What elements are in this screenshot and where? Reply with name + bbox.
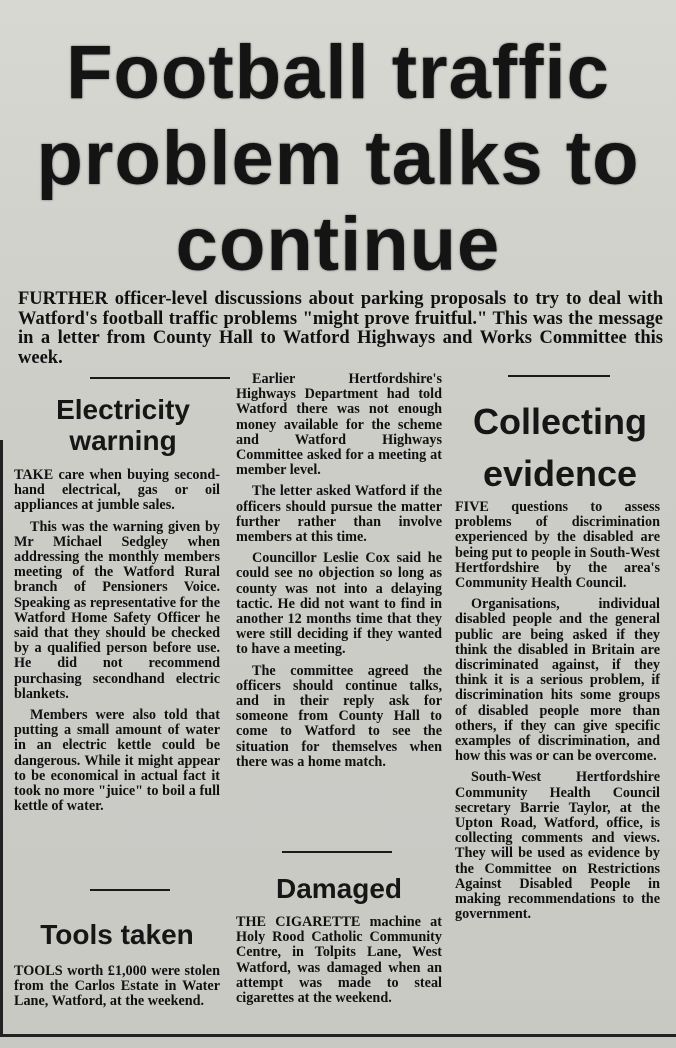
evidence-paragraph: Organisations, individual disabled people and the general public are being asked if they think the disabled in Britain are discriminated against, if they think it is a serious problem, if discrimination hits some groups of disabled people more than others, if they can give specific examples of discrimination, and how this was or can be overcome.	[455, 596, 660, 765]
football-paragraph: The letter asked Watford if the officers should pursue the matter further rather than involve members at this time.	[236, 483, 442, 546]
divider-rule	[508, 375, 610, 377]
intro-paragraph: FURTHER officer-level discussions about parking proposals to try to deal with Watford's football traffic problems "might prove fruitful." This was the message in a letter from County Hall to Watford Highways and Works Committee this week.	[18, 289, 663, 368]
football-paragraph: Councillor Leslie Cox said he could see no objection so long as county was not into a delaying tactic. He did not want to find in another 12 months time that they were still deciding if they wanted to have a meeting.	[236, 550, 442, 658]
tools-article	[14, 964, 220, 1010]
electricity-article	[14, 468, 220, 814]
divider-rule	[90, 377, 230, 379]
damaged-article	[236, 915, 442, 1006]
electricity-paragraph: TAKE care when buying second-hand electrical, gas or oil appliances at jumble sales.	[14, 467, 220, 514]
evidence-heading: Collecting evidence	[472, 401, 647, 494]
damaged-paragraph: THE CIGARETTE machine at Holy Rood Catholic Community Centre, in Tolpits Lane, West Watford, was damaged when an attempt was made to steal cigarettes at the weekend.	[236, 914, 442, 1007]
tools-heading: Tools taken	[40, 919, 194, 950]
evidence-article	[455, 500, 660, 922]
divider-rule	[90, 889, 170, 891]
electricity-paragraph: This was the warning given by Mr Michael Sedgley when addressing the monthly members meeting of the Watford Rural branch of Pensioners Voice. Speaking as representative for the Watford Home Safety Officer he said that they should be checked by a qualified person before use. He did not recommend purchasing secondhand electric blankets.	[14, 518, 220, 702]
electricity-heading: Electricity warning	[56, 394, 190, 456]
electricity-paragraph: Members were also told that putting a small amount of water in an electric kettle could be dangerous. While it might appear to be economical in actual fact it took no more "juice" to boil a full kettle of water.	[14, 707, 220, 815]
column-border	[0, 440, 3, 1035]
football-paragraph: Earlier Hertfordshire's Highways Department had told Watford there was not enough money available for the scheme and Watford Highways Committee asked for a meeting at member level.	[236, 371, 442, 479]
football-paragraph: The committee agreed the officers should continue talks, and in their reply ask for someone from County Hall to come to Watford to see the situation for themselves when there was a home match.	[236, 662, 442, 770]
evidence-paragraph: FIVE questions to assess problems of discrimination experienced by the disabled are being put to people in South-West Hertfordshire by the area's Community Health Council.	[455, 499, 660, 592]
football-article-continued	[236, 372, 442, 770]
evidence-paragraph: South-West Hertfordshire Community Health Council secretary Barrie Taylor, at the Upton Road, Watford, office, is collecting comments and views. They will be used as evidence by the Committee on Restrictions Against Disabled People in making recommendations to the government.	[455, 769, 660, 923]
headline: Football traffic problem talks to continue	[36, 30, 640, 287]
damaged-heading: Damaged	[275, 873, 403, 904]
tools-paragraph: TOOLS worth £1,000 were stolen from the Carlos Estate in Water Lane, Watford, at the weekend.	[14, 963, 220, 1010]
divider-rule	[282, 851, 392, 853]
page-border	[0, 1034, 676, 1037]
